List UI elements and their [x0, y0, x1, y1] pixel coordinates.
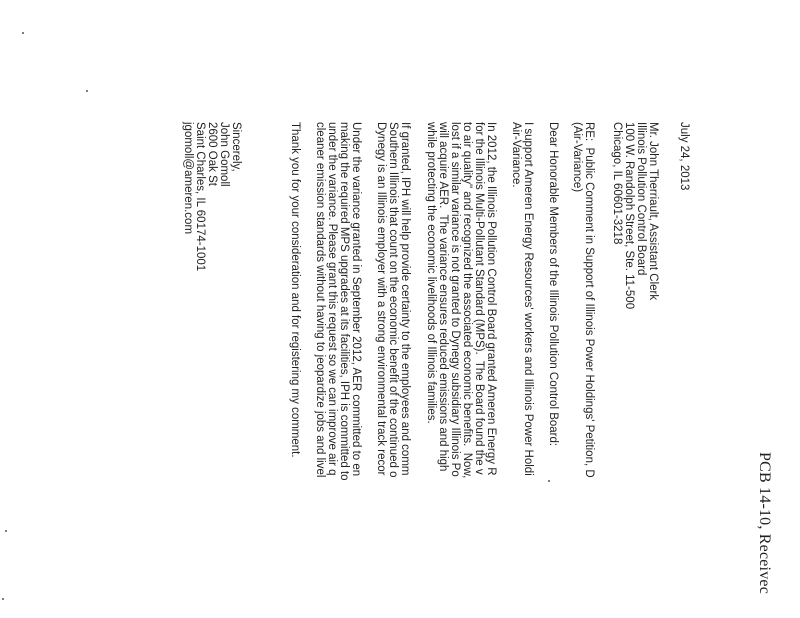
paragraph-line: for the Illinois Multi-Pollutant Standard (MPS). The Board found the v: [473, 122, 485, 475]
signature-line: Saint Charles, IL 60174-1001: [194, 122, 206, 272]
paragraph-line: to air quality" and recognized the associated economic benefits. Now,: [461, 122, 473, 479]
signature-line: jgomoll@ameren.com: [182, 122, 194, 235]
docket-stamp: PCB 14-10, Receivec: [756, 452, 773, 594]
paragraph-line: I support Ameren Energy Resources' workers and Illinois Power Holdi: [522, 122, 534, 476]
paragraph-line: Under the variance granted in September 2012, AER committed to en: [350, 122, 362, 477]
paragraph-line: Southern Illinois that count on the economic benefit of the continued o: [387, 122, 399, 478]
recipient-line: Mr. John Therriault, Assistant Clerk: [647, 122, 659, 301]
paragraph-line: cleaner emission standards without having to jeopardize jobs and livel: [314, 122, 326, 478]
recipient-line: Chicago, IL 60601-3218: [611, 122, 623, 245]
paragraph-line: Thank you for your consideration and for registering my comment.: [289, 122, 301, 458]
scan-speck: [2, 598, 4, 600]
paragraph-line: If granted, IPH will help provide certainty to the employees and comm: [399, 122, 411, 476]
letter-date: July 24, 2013: [678, 122, 690, 191]
paragraph-line: In 2012, the Illinois Pollution Control Board granted Ameren Energy R: [485, 122, 497, 476]
recipient-line: 100 W. Randolph Street, Ste. 11-500: [623, 122, 635, 310]
paragraph-line: will acquire AER. The variance ensures reduced emissions and high: [437, 122, 449, 472]
subject-line: (Air-Variance): [571, 122, 583, 193]
scan-speck: [5, 530, 7, 532]
paragraph-line: lost if a similar variance is not granted to Dynegy subsidiary Illinois Po: [449, 122, 461, 477]
paragraph-line: making the required MPS upgrades at its facilities, IPH is committed to: [338, 122, 350, 481]
recipient-line: Illinois Pollution Control Board: [635, 122, 647, 276]
paragraph-line: Air-Variance.: [510, 122, 522, 188]
scan-speck: [86, 90, 88, 92]
signature-line: 2600 Oak St: [206, 122, 218, 186]
paragraph-line: Dynegy is an Illinois employer with a strong environmental track recor: [375, 122, 387, 476]
subject-line: RE: Public Comment in Support of Illinois Power Holdings' Petition, D: [583, 122, 595, 478]
paragraph-line: under the variance. Please grant this request so we can improve air q: [326, 122, 338, 476]
scan-speck: [22, 32, 24, 34]
salutation: Dear Honorable Members of the Illinois Pollution Control Board:: [547, 122, 559, 447]
closing: Sincerely,: [230, 122, 242, 172]
signature-line: John Gomoll: [218, 122, 230, 187]
paragraph-line: while protecting the economic livelihoods of Illinois families.: [425, 122, 437, 424]
scan-speck: [548, 480, 550, 482]
